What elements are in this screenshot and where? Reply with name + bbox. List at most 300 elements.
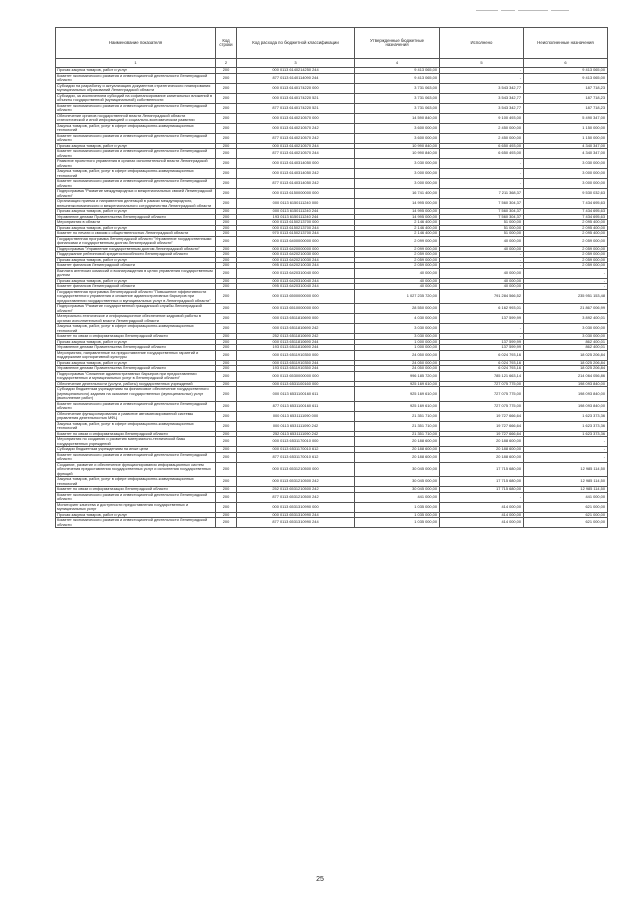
unexecuted-amount-cell: 1 623 373,36: [524, 431, 608, 437]
executed-amount-cell: 19 727 666,64: [440, 411, 524, 421]
executed-amount-cell: -: [440, 68, 524, 74]
executed-amount-cell: 137 599,99: [440, 339, 524, 345]
executed-amount-cell: 6 024 793,16: [440, 366, 524, 372]
indicator-name-cell: Комитет экономического развития и инвестиционной деятельности Ленинградской области: [56, 518, 216, 528]
row-code-cell: 200: [216, 93, 237, 103]
indicator-name-cell: Комитет по печати и связям с общественностью Ленинградской области: [56, 231, 216, 237]
budget-code-cell: 000 0113 6140210570 242: [237, 123, 355, 133]
row-code-cell: 200: [216, 360, 237, 366]
report-page: [55, 27, 607, 528]
approved-amount-cell: 4 030 000,00: [355, 314, 440, 324]
executed-amount-cell: 20 188 600,00: [440, 452, 524, 462]
row-code-cell: 200: [216, 143, 237, 149]
row-code-cell: 200: [216, 304, 237, 314]
row-code-cell: 200: [216, 284, 237, 290]
unexecuted-amount-cell: 2 095 400,00: [524, 220, 608, 226]
unexecuted-amount-cell: 18 025 206,84: [524, 360, 608, 366]
approved-amount-cell: 21 351 710,00: [355, 421, 440, 431]
row-code-cell: 200: [216, 334, 237, 340]
approved-amount-cell: 1 000 000,00: [355, 339, 440, 345]
approved-amount-cell: 14 995 000,00: [355, 214, 440, 220]
unexecuted-amount-cell: -: [524, 268, 608, 278]
unexecuted-amount-cell: 4 340 347,00: [524, 143, 608, 149]
budget-code-cell: 000 0113 6140314050 242: [237, 169, 355, 179]
unexecuted-amount-cell: 12 985 114,50: [524, 462, 608, 477]
table-row: [56, 304, 608, 314]
table-row: [56, 477, 608, 487]
budget-code-cell: 877 0113 6140174220 521: [237, 103, 355, 113]
table-row: [56, 73, 608, 83]
unexecuted-amount-cell: 1 150 000,00: [524, 123, 608, 133]
executed-amount-cell: 6 162 993,01: [440, 304, 524, 314]
indicator-name-cell: Материально-техническое и информационное обеспечение кадровой работы в органах исполнительной власти Ленинградской области: [56, 314, 216, 324]
approved-amount-cell: 20 188 600,00: [355, 452, 440, 462]
unexecuted-amount-cell: 2 059 000,00: [524, 246, 608, 252]
table-row: [56, 462, 608, 477]
budget-code-cell: 877 0113 6140114090 244: [237, 73, 355, 83]
budget-code-cell: 877 0113 6140210570 244: [237, 149, 355, 159]
unexecuted-amount-cell: 198 093 840,00: [524, 381, 608, 387]
unexecuted-amount-cell: -: [524, 437, 608, 447]
row-code-cell: 200: [216, 492, 237, 502]
row-code-cell: 200: [216, 133, 237, 143]
row-code-cell: 200: [216, 314, 237, 324]
executed-amount-cell: -: [440, 179, 524, 189]
indicator-name-cell: Прочая закупка товаров, работ и услуг: [56, 360, 216, 366]
unexecuted-amount-cell: 1 623 373,36: [524, 411, 608, 421]
budget-code-cell: 000 0113 6511810690 000: [237, 314, 355, 324]
indicator-name-cell: Управление делами Правительства Ленинградской области: [56, 214, 216, 220]
unexecuted-amount-cell: 3 030 000,00: [524, 159, 608, 169]
unexecuted-amount-cell: 1 623 373,36: [524, 421, 608, 431]
unexecuted-amount-cell: 2 059 000,00: [524, 263, 608, 269]
executed-amount-cell: 40 000,00: [440, 268, 524, 278]
executed-amount-cell: 20 188 600,00: [440, 437, 524, 447]
indicator-name-cell: Субсидии бюджетным учреждениям на иные цели: [56, 447, 216, 453]
unexecuted-amount-cell: -: [524, 284, 608, 290]
budget-code-cell: 877 0113 6140210570 242: [237, 133, 355, 143]
executed-amount-cell: -: [440, 257, 524, 263]
approved-amount-cell: 30 045 000,00: [355, 477, 440, 487]
table-row: [56, 492, 608, 502]
header-indicator-name: Наименование показателя: [56, 28, 216, 59]
table-row: [56, 199, 608, 209]
approved-amount-cell: 3 000 000,00: [355, 179, 440, 189]
header-executed: Исполнено: [440, 28, 524, 59]
row-code-cell: 200: [216, 381, 237, 387]
executed-amount-cell: 17 715 680,00: [440, 487, 524, 493]
table-row: [56, 189, 608, 199]
table-row: [56, 452, 608, 462]
indicator-name-cell: Закупка товаров, работ, услуг в сфере информационно-коммуникационных технологий: [56, 324, 216, 334]
unexecuted-amount-cell: 18 025 206,84: [524, 350, 608, 360]
table-row: [56, 289, 608, 304]
budget-code-cell: 000 0113 6531210500 000: [237, 462, 355, 477]
budget-code-cell: 000 0113 6531111090 242: [237, 421, 355, 431]
unexecuted-amount-cell: 5 490 347,00: [524, 113, 608, 123]
budget-code-cell: 000 0113 6500000000 000: [237, 289, 355, 304]
row-code-cell: 200: [216, 149, 237, 159]
budget-code-cell: 095 0113 6420210030 244: [237, 263, 355, 269]
row-code-cell: 200: [216, 462, 237, 477]
row-code-cell: 200: [216, 214, 237, 220]
approved-amount-cell: 28 550 000,00: [355, 304, 440, 314]
budget-code-cell: 970 0113 6150213700 244: [237, 231, 355, 237]
approved-amount-cell: 2 146 400,00: [355, 220, 440, 226]
budget-code-cell: 877 0113 6140314050 242: [237, 179, 355, 189]
budget-code-cell: 000 0113 6420210030 000: [237, 252, 355, 258]
executed-amount-cell: 17 715 680,00: [440, 477, 524, 487]
col-number: 4: [355, 59, 440, 68]
row-code-cell: 200: [216, 350, 237, 360]
executed-amount-cell: 6 650 493,00: [440, 149, 524, 159]
executed-amount-cell: 51 000,00: [440, 231, 524, 237]
approved-amount-cell: 3 030 000,00: [355, 159, 440, 169]
budget-code-cell: 000 0113 6531111090 000: [237, 411, 355, 421]
table-row: [56, 411, 608, 421]
unexecuted-amount-cell: 198 093 840,00: [524, 387, 608, 402]
executed-amount-cell: 17 715 680,00: [440, 462, 524, 477]
executed-amount-cell: -: [440, 263, 524, 269]
row-code-cell: 200: [216, 123, 237, 133]
executed-amount-cell: -: [440, 492, 524, 502]
budget-code-cell: 000 0113 6510000000 000: [237, 304, 355, 314]
unexecuted-amount-cell: 3 000 000,00: [524, 179, 608, 189]
executed-amount-cell: 51 000,00: [440, 225, 524, 231]
row-code-cell: 200: [216, 73, 237, 83]
header-approved: Утвержденные бюджетные назначения: [355, 28, 440, 59]
approved-amount-cell: 21 351 710,00: [355, 411, 440, 421]
budget-code-cell: 193 0113 6150111240 244: [237, 214, 355, 220]
budget-code-cell: 877 0113 6531310990 244: [237, 518, 355, 528]
approved-amount-cell: 9 413 065,00: [355, 68, 440, 74]
table-row: [56, 387, 608, 402]
budget-code-cell: 000 0113 6531210500 242: [237, 477, 355, 487]
indicator-name-cell: Обеспечение деятельности (услуги, работы) государственных учреждений: [56, 381, 216, 387]
executed-amount-cell: 6 024 793,16: [440, 350, 524, 360]
row-code-cell: 200: [216, 220, 237, 226]
unexecuted-amount-cell: 862 400,01: [524, 345, 608, 351]
indicator-name-cell: Подпрограмма "Управление государственным долгом Ленинградской области": [56, 246, 216, 252]
indicator-name-cell: Поддержание рейтинговой кредитоспособности Ленинградской области: [56, 252, 216, 258]
approved-amount-cell: 24 050 000,00: [355, 350, 440, 360]
executed-amount-cell: 20 188 600,00: [440, 447, 524, 453]
table-row: [56, 268, 608, 278]
executed-amount-cell: 785 121 663,14: [440, 371, 524, 381]
approved-amount-cell: 10 990 840,00: [355, 149, 440, 159]
indicator-name-cell: Подпрограмма "Снижение административных барьеров при предоставлении государственных и муниципальных услуг в Ленинградской области": [56, 371, 216, 381]
row-code-cell: 200: [216, 199, 237, 209]
unexecuted-amount-cell: 3 030 000,00: [524, 324, 608, 334]
header-unexecuted: Неисполненные назначения: [524, 28, 608, 59]
unexecuted-amount-cell: 1 150 000,00: [524, 133, 608, 143]
col-number: 6: [524, 59, 608, 68]
indicator-name-cell: Прочая закупка товаров, работ и услуг: [56, 225, 216, 231]
budget-code-cell: 000 0113 6531100160 611: [237, 387, 355, 402]
executed-amount-cell: 9 100 493,00: [440, 113, 524, 123]
row-code-cell: 200: [216, 209, 237, 215]
approved-amount-cell: 14 995 000,00: [355, 199, 440, 209]
executed-amount-cell: 137 599,99: [440, 314, 524, 324]
table-row: [56, 518, 608, 528]
executed-amount-cell: 2 450 000,00: [440, 133, 524, 143]
approved-amount-cell: 1 035 000,00: [355, 512, 440, 518]
row-code-cell: 200: [216, 401, 237, 411]
executed-amount-cell: 19 727 666,64: [440, 421, 524, 431]
row-code-cell: 200: [216, 278, 237, 284]
header-row-code: Код строки: [216, 28, 237, 59]
approved-amount-cell: 30 045 000,00: [355, 487, 440, 493]
indicator-name-cell: Комитет финансов Ленинградской области: [56, 284, 216, 290]
approved-amount-cell: 20 188 600,00: [355, 447, 440, 453]
header-budget-code: Код расхода по бюджетной классификации: [237, 28, 355, 59]
budget-code-cell: 252 0113 6531111090 242: [237, 431, 355, 437]
table-row: [56, 113, 608, 123]
indicator-name-cell: Субсидии, за исключением субсидий на софинансирование капитальных вложений в объекты государственной (муниципальной) собственности: [56, 93, 216, 103]
indicator-name-cell: Развитие проектного управления в органах исполнительной власти Ленинградской области: [56, 159, 216, 169]
indicator-name-cell: Комитет экономического развития и инвестиционной деятельности Ленинградской области: [56, 401, 216, 411]
indicator-name-cell: Подпрограмма "Развитие международных и межрегиональных связей Ленинградской области": [56, 189, 216, 199]
row-code-cell: 200: [216, 366, 237, 372]
col-number: 3: [237, 59, 355, 68]
executed-amount-cell: -: [440, 252, 524, 258]
indicator-name-cell: Комитет по связи и информатизации Ленинградской области: [56, 487, 216, 493]
budget-code-cell: 000 0113 6140210570 244: [237, 143, 355, 149]
approved-amount-cell: 21 351 710,00: [355, 431, 440, 437]
budget-code-cell: 000 0113 6140214250 244: [237, 68, 355, 74]
row-code-cell: 200: [216, 447, 237, 453]
executed-amount-cell: 727 075 775,00: [440, 387, 524, 402]
executed-amount-cell: 791 284 566,52: [440, 289, 524, 304]
unexecuted-amount-cell: 3 030 000,00: [524, 334, 608, 340]
indicator-name-cell: Комитет экономического развития и инвестиционной деятельности Ленинградской области: [56, 492, 216, 502]
approved-amount-cell: 925 169 610,00: [355, 381, 440, 387]
table-row: [56, 83, 608, 93]
table-row: [56, 103, 608, 113]
row-code-cell: 200: [216, 231, 237, 237]
unexecuted-amount-cell: 12 985 114,50: [524, 487, 608, 493]
approved-amount-cell: 996 185 720,00: [355, 371, 440, 381]
executed-amount-cell: 727 075 775,00: [440, 401, 524, 411]
unexecuted-amount-cell: 621 000,00: [524, 518, 608, 528]
executed-amount-cell: -: [440, 334, 524, 340]
indicator-name-cell: Комитет экономического развития и инвестиционной деятельности Ленинградской области: [56, 73, 216, 83]
indicator-name-cell: Создание, развитие и обеспечение функционирования информационных систем обеспечения предоставления государственных услуг и исполнения государственных функций: [56, 462, 216, 477]
row-code-cell: 200: [216, 431, 237, 437]
approved-amount-cell: 925 169 610,00: [355, 401, 440, 411]
table-row: [56, 236, 608, 246]
executed-amount-cell: 7 211 368,37: [440, 189, 524, 199]
unexecuted-amount-cell: -: [524, 278, 608, 284]
indicator-name-cell: Обеспечение функционирования и развитие автоматизированной системы управления деятельностью МФЦ: [56, 411, 216, 421]
indicator-name-cell: Управление делами Правительства Ленинградской области: [56, 345, 216, 351]
row-code-cell: 200: [216, 502, 237, 512]
executed-amount-cell: -: [440, 159, 524, 169]
indicator-name-cell: Комитет экономического развития и инвестиционной деятельности Ленинградской области: [56, 452, 216, 462]
indicator-name-cell: Государственная программа Ленинградской области "Управление государственными финансами и государственным долгом Ленинградской области": [56, 236, 216, 246]
row-code-cell: 200: [216, 252, 237, 258]
executed-amount-cell: 7 560 304,37: [440, 209, 524, 215]
indicator-name-cell: Субсидии бюджетным учреждениям на финансовое обеспечение государственного (муниципального) задания на оказание государственных (муниципальных) услуг (выполнение работ): [56, 387, 216, 402]
approved-amount-cell: 3 030 000,00: [355, 334, 440, 340]
indicator-name-cell: Прочая закупка товаров, работ и услуг: [56, 209, 216, 215]
row-code-cell: 200: [216, 387, 237, 402]
unexecuted-amount-cell: 18 025 206,84: [524, 366, 608, 372]
col-number: 2: [216, 59, 237, 68]
unexecuted-amount-cell: 187 718,23: [524, 103, 608, 113]
indicator-name-cell: Комитет экономического развития и инвестиционной деятельности Ленинградской области: [56, 179, 216, 189]
executed-amount-cell: 40 000,00: [440, 278, 524, 284]
page-number: 25: [316, 876, 324, 883]
row-code-cell: 200: [216, 411, 237, 421]
table-row: [56, 421, 608, 431]
indicator-name-cell: Закупка товаров, работ, услуг в сфере информационно-коммуникационных технологий: [56, 421, 216, 431]
budget-code-cell: 193 0113 6511810690 244: [237, 345, 355, 351]
budget-code-cell: 000 0113 6150213700 000: [237, 220, 355, 226]
executed-amount-cell: 40 000,00: [440, 236, 524, 246]
budget-code-cell: 000 0113 6150213700 244: [237, 225, 355, 231]
executed-amount-cell: 7 560 304,37: [440, 199, 524, 209]
approved-amount-cell: 24 050 000,00: [355, 366, 440, 372]
row-code-cell: 200: [216, 83, 237, 93]
budget-code-cell: 000 0113 6531310990 244: [237, 512, 355, 518]
unexecuted-amount-cell: 7 434 695,63: [524, 209, 608, 215]
table-row: [56, 169, 608, 179]
approved-amount-cell: 441 000,00: [355, 492, 440, 502]
budget-code-cell: 000 0113 6420310040 000: [237, 268, 355, 278]
table-row: [56, 179, 608, 189]
executed-amount-cell: 7 560 304,37: [440, 214, 524, 220]
unexecuted-amount-cell: -: [524, 447, 608, 453]
unexecuted-amount-cell: 2 059 000,00: [524, 236, 608, 246]
row-code-cell: 200: [216, 257, 237, 263]
indicator-name-cell: Мониторинг качества и доступности предоставления государственных и муниципальных услуг: [56, 502, 216, 512]
budget-code-cell: 252 0113 6531210500 242: [237, 487, 355, 493]
approved-amount-cell: 3 600 000,00: [355, 123, 440, 133]
row-code-cell: 200: [216, 518, 237, 528]
executed-amount-cell: 414 000,00: [440, 518, 524, 528]
executed-amount-cell: 3 543 342,77: [440, 103, 524, 113]
indicator-name-cell: Закупка товаров, работ, услуг в сфере информационно-коммуникационных технологий: [56, 123, 216, 133]
table-row: [56, 324, 608, 334]
budget-code-cell: 877 0113 6531210500 242: [237, 492, 355, 502]
indicator-name-cell: Комитет по связи и информатизации Ленинградской области: [56, 431, 216, 437]
executed-amount-cell: 727 075 775,00: [440, 381, 524, 387]
executed-amount-cell: 6 024 793,16: [440, 360, 524, 366]
executed-amount-cell: 414 000,00: [440, 502, 524, 512]
unexecuted-amount-cell: 3 892 400,01: [524, 314, 608, 324]
indicator-name-cell: Выплата агентских комиссий и вознаграждения в целях управления государственным долгом: [56, 268, 216, 278]
approved-amount-cell: 3 600 000,00: [355, 133, 440, 143]
scan-artifact: [476, 2, 596, 8]
executed-amount-cell: 414 000,00: [440, 512, 524, 518]
row-code-cell: 200: [216, 487, 237, 493]
indicator-name-cell: Комитет экономического развития и инвестиционной деятельности Ленинградской области: [56, 133, 216, 143]
executed-amount-cell: 3 543 342,77: [440, 93, 524, 103]
table-row: [56, 149, 608, 159]
unexecuted-amount-cell: 2 059 000,00: [524, 252, 608, 258]
unexecuted-amount-cell: 621 000,00: [524, 512, 608, 518]
row-code-cell: 200: [216, 437, 237, 447]
budget-code-cell: 000 0113 6150111240 244: [237, 209, 355, 215]
approved-amount-cell: 24 050 000,00: [355, 360, 440, 366]
approved-amount-cell: 2 059 000,00: [355, 252, 440, 258]
indicator-name-cell: Организация приема и направления делегаций в рамках международного, внешнеэкономического и межрегионального сотрудничества Ленинградской области: [56, 199, 216, 209]
approved-amount-cell: 2 059 000,00: [355, 263, 440, 269]
row-code-cell: 200: [216, 189, 237, 199]
approved-amount-cell: 2 146 400,00: [355, 231, 440, 237]
row-code-cell: 200: [216, 345, 237, 351]
unexecuted-amount-cell: 2 095 400,00: [524, 231, 608, 237]
row-code-cell: 200: [216, 324, 237, 334]
approved-amount-cell: 3 030 000,00: [355, 324, 440, 334]
approved-amount-cell: 40 000,00: [355, 268, 440, 278]
unexecuted-amount-cell: 9 413 065,00: [524, 73, 608, 83]
budget-code-cell: 000 0113 6140210570 000: [237, 113, 355, 123]
table-row: [56, 437, 608, 447]
approved-amount-cell: 2 099 000,00: [355, 236, 440, 246]
indicator-name-cell: Мероприятия по созданию и развитию материально-технической базы государственных учреждений: [56, 437, 216, 447]
unexecuted-amount-cell: 862 400,01: [524, 339, 608, 345]
table-row: [56, 93, 608, 103]
budget-code-cell: 000 0113 6140314050 000: [237, 159, 355, 169]
row-code-cell: 200: [216, 512, 237, 518]
approved-amount-cell: 40 000,00: [355, 284, 440, 290]
budget-code-cell: 000 0113 6140174220 000: [237, 83, 355, 93]
budget-code-cell: 000 0113 6420310040 244: [237, 278, 355, 284]
table-row: [56, 159, 608, 169]
row-code-cell: 200: [216, 103, 237, 113]
indicator-name-cell: Субсидии на разработку и актуализацию документов стратегического планирования муниципальных образований Ленинградской области: [56, 83, 216, 93]
executed-amount-cell: -: [440, 324, 524, 334]
approved-amount-cell: 3 731 063,00: [355, 103, 440, 113]
unexecuted-amount-cell: 2 095 400,00: [524, 225, 608, 231]
executed-amount-cell: 40 000,00: [440, 284, 524, 290]
indicator-name-cell: Прочая закупка товаров, работ и услуг: [56, 339, 216, 345]
indicator-name-cell: Комитет экономического развития и инвестиционной деятельности Ленинградской области: [56, 149, 216, 159]
table-row: [56, 502, 608, 512]
unexecuted-amount-cell: 21 867 006,99: [524, 304, 608, 314]
indicator-name-cell: Комитет экономического развития и инвестиционной деятельности Ленинградской области: [56, 103, 216, 113]
approved-amount-cell: 3 000 000,00: [355, 169, 440, 179]
unexecuted-amount-cell: 7 434 695,63: [524, 214, 608, 220]
indicator-name-cell: Государственная программа Ленинградской области "Повышение эффективности государственного управления и снижение административных барьеров при предоставлении государственных и муниципальных услуг в Ленинградской области": [56, 289, 216, 304]
executed-amount-cell: 3 543 342,77: [440, 83, 524, 93]
approved-amount-cell: 1 027 235 720,00: [355, 289, 440, 304]
approved-amount-cell: 2 059 000,00: [355, 257, 440, 263]
table-row: [56, 371, 608, 381]
indicator-name-cell: Прочая закупка товаров, работ и услуг: [56, 512, 216, 518]
budget-code-cell: 000 0113 6511910350 244: [237, 360, 355, 366]
indicator-name-cell: Прочая закупка товаров, работ и услуг: [56, 68, 216, 74]
row-code-cell: 200: [216, 236, 237, 246]
unexecuted-amount-cell: 621 000,00: [524, 502, 608, 512]
indicator-name-cell: Обеспечение органов государственной власти Ленинградской области статистической и иной информацией о социально-экономическом развитии: [56, 113, 216, 123]
col-number: 1: [56, 59, 216, 68]
row-code-cell: 200: [216, 452, 237, 462]
row-code-cell: 200: [216, 421, 237, 431]
executed-amount-cell: 6 650 493,00: [440, 143, 524, 149]
column-number-row: [56, 59, 608, 68]
table-row: [56, 123, 608, 133]
unexecuted-amount-cell: 198 093 840,00: [524, 401, 608, 411]
row-code-cell: 200: [216, 179, 237, 189]
table-body: [56, 68, 608, 528]
approved-amount-cell: 14 995 000,00: [355, 209, 440, 215]
budget-code-cell: 000 0113 6531170010 000: [237, 437, 355, 447]
approved-amount-cell: 10 990 840,00: [355, 143, 440, 149]
approved-amount-cell: 9 413 065,00: [355, 73, 440, 83]
